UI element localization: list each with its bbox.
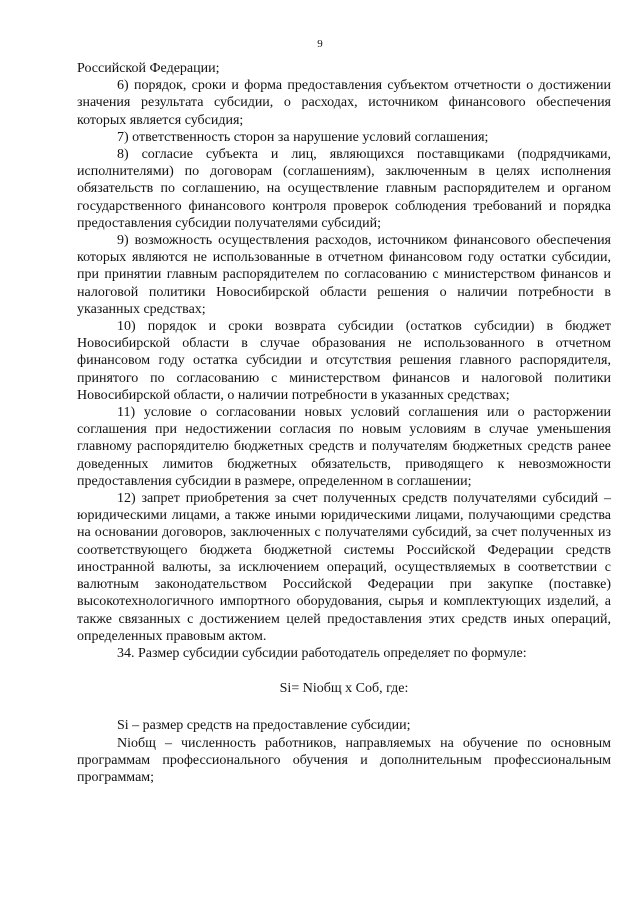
paragraph-item-7: 7) ответственность сторон за нарушение условий соглашения;: [117, 129, 489, 145]
formula: Si= Niобщ x Соб, где:: [279, 681, 409, 697]
paragraph-item-10: 10) порядок и сроки возврата субсидии (остатков субсидии) в бюджет Новосибирской области в случае образования не использованного в отчетном финансовом году остатка субсидии и отсутствия решения главного распорядителя, принятого по согласованию с министерством финансов и налоговой политики Новосибирской области, о наличии потребности в указанных средствах;: [77, 319, 611, 403]
paragraph-item-9: 9) возможность осуществления расходов, источником финансового обеспечения которых являются не использованные в отчетном финансовом году остатки субсидии, при принятии главным распорядителем по согласованию с министерством финансов и налоговой политики Новосибирской области решения о наличии потребности в указанных средствах;: [77, 233, 611, 317]
paragraph-continuation: Российской Федерации;: [77, 61, 220, 76]
paragraph-item-11: 11) условие о согласовании новых условий соглашения или о расторжении соглашения при недостижении согласия по новым условиям в случае уменьшения главному распорядителю бюджетных средств и получателям бюджетных средств ранее доведенных лимитов бюджетных обязательств, приводящего к невозможности предоставления субсидии в размере, определенном в соглашении;: [77, 405, 611, 489]
formula-definition-si: Si – размер средств на предоставление субсидии;: [117, 718, 411, 734]
paragraph-item-6: 6) порядок, сроки и форма предоставления субъектом отчетности о достижении значения результата субсидии, о расходах, источником финансового обеспечения которых является субсидия;: [77, 78, 611, 128]
page-number: 9: [317, 38, 323, 50]
paragraph-item-12: 12) запрет приобретения за счет полученных средств получателями субсидий – юридическими лицами, а также иными юридическими лицами, получающими средства на основании договоров, заключенных с получателями субсидий, за счет полученных из соответствующего бюджета бюджетной системы Российской Федерации средств иностранной валюты, за исключением операций, осуществляемых в соответствии с валютным законодательством Российской Федерации при закупке (поставке) высокотехнологичного импортного оборудования, сырья и комплектующих изделий, а также связанных с достижением целей предоставления этих средств иных операций, определенных правовым актом.: [77, 491, 611, 644]
document-body: [77, 60, 611, 786]
paragraph-item-8: 8) согласие субъекта и лиц, являющихся поставщиками (подрядчиками, исполнителями) по договорам (соглашениям), заключенным в целях исполнения обязательств по соглашению, на осуществление главным распорядителем и органом государственного финансового контроля проверок соблюдения требований и порядка предоставления субсидии получателями субсидий;: [77, 147, 611, 231]
formula-definition-ni: Niобщ – численность работников, направляемых на обучение по основным программам профессионального обучения и дополнительным профессиональным программам;: [77, 735, 611, 785]
paragraph-clause-34: 34. Размер субсидии субсидии работодатель определяет по формуле:: [117, 645, 527, 661]
